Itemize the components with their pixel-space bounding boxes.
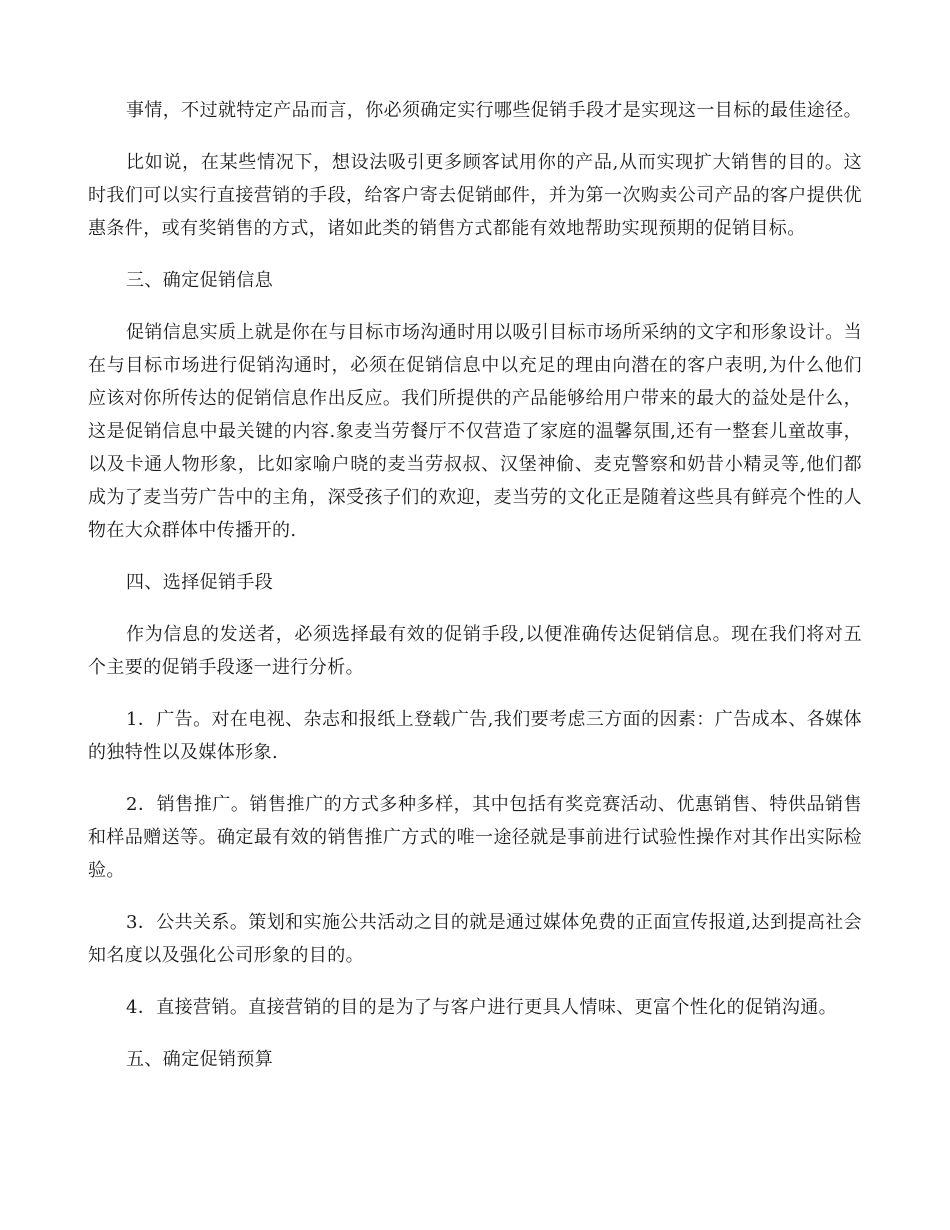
list-item-direct-marketing: 4．直接营销。直接营销的目的是为了与客户进行更具人情味、更富个性化的促销沟通。 — [126, 997, 838, 1018]
paragraph-continuation: 事情，不过就特定产品而言，你必须确定实行哪些促销手段才是实现这一目标的最佳途径。 — [126, 100, 862, 121]
document-body — [88, 94, 862, 1095]
list-item-public-relations: 3．公共关系。策划和实施公共活动之目的就是通过媒体免费的正面宣传报道,达到提高社会知名度以及强化公司形象的目的。 — [88, 912, 862, 966]
list-item-sales-promotion: 2．销售推广。销售推广的方式多种多样，其中包括有奖竞赛活动、优惠销售、特供品销售和样品赠送等。确定最有效的销售推广方式的唯一途径就是事前进行试验性操作对其作出实际检验。 — [88, 794, 862, 881]
paragraph-promo-means-intro: 作为信息的发送者，必须选择最有效的促销手段,以便准确传达促销信息。现在我们将对五个主要的促销手段逐一进行分析。 — [88, 624, 862, 678]
section-heading-promo-budget: 五、确定促销预算 — [126, 1049, 274, 1070]
paragraph-promo-message: 促销信息实质上就是你在与目标市场沟通时用以吸引目标市场所采纳的文字和形象设计。当在与目标市场进行促销沟通时，必须在促销信息中以充足的理由向潜在的客户表明,为什么他们应该对你所传达的促销信息作出反应。我们所提供的产品能够给用户带来的最大的益处是什么，这是促销信息中最关键的内容.象麦当劳餐厅不仅营造了家庭的温馨氛围,还有一整套儿童故事，以及卡通人物形象，比如家喻户晓的麦当劳叔叔、汉堡神偷、麦克警察和奶昔小精灵等,他们都成为了麦当劳广告中的主角，深受孩子们的欢迎，麦当劳的文化正是随着这些具有鲜亮个性的人物在大众群体中传播开的. — [88, 322, 862, 541]
section-heading-promo-means: 四、选择促销手段 — [126, 572, 274, 593]
list-item-advertising: 1．广告。对在电视、杂志和报纸上登载广告,我们要考虑三方面的因素：广告成本、各媒体的独特性以及媒体形象. — [88, 709, 862, 763]
section-heading-promo-message: 三、确定促销信息 — [126, 270, 274, 291]
paragraph-direct-marketing-example: 比如说，在某些情况下，想设法吸引更多顾客试用你的产品,从而实现扩大销售的目的。这时我们可以实行直接营销的手段，给客户寄去促销邮件，并为第一次购卖公司产品的客户提供优惠条件，或有奖销售的方式，诸如此类的销售方式都能有效地帮助实现预期的促销目标。 — [88, 152, 862, 239]
